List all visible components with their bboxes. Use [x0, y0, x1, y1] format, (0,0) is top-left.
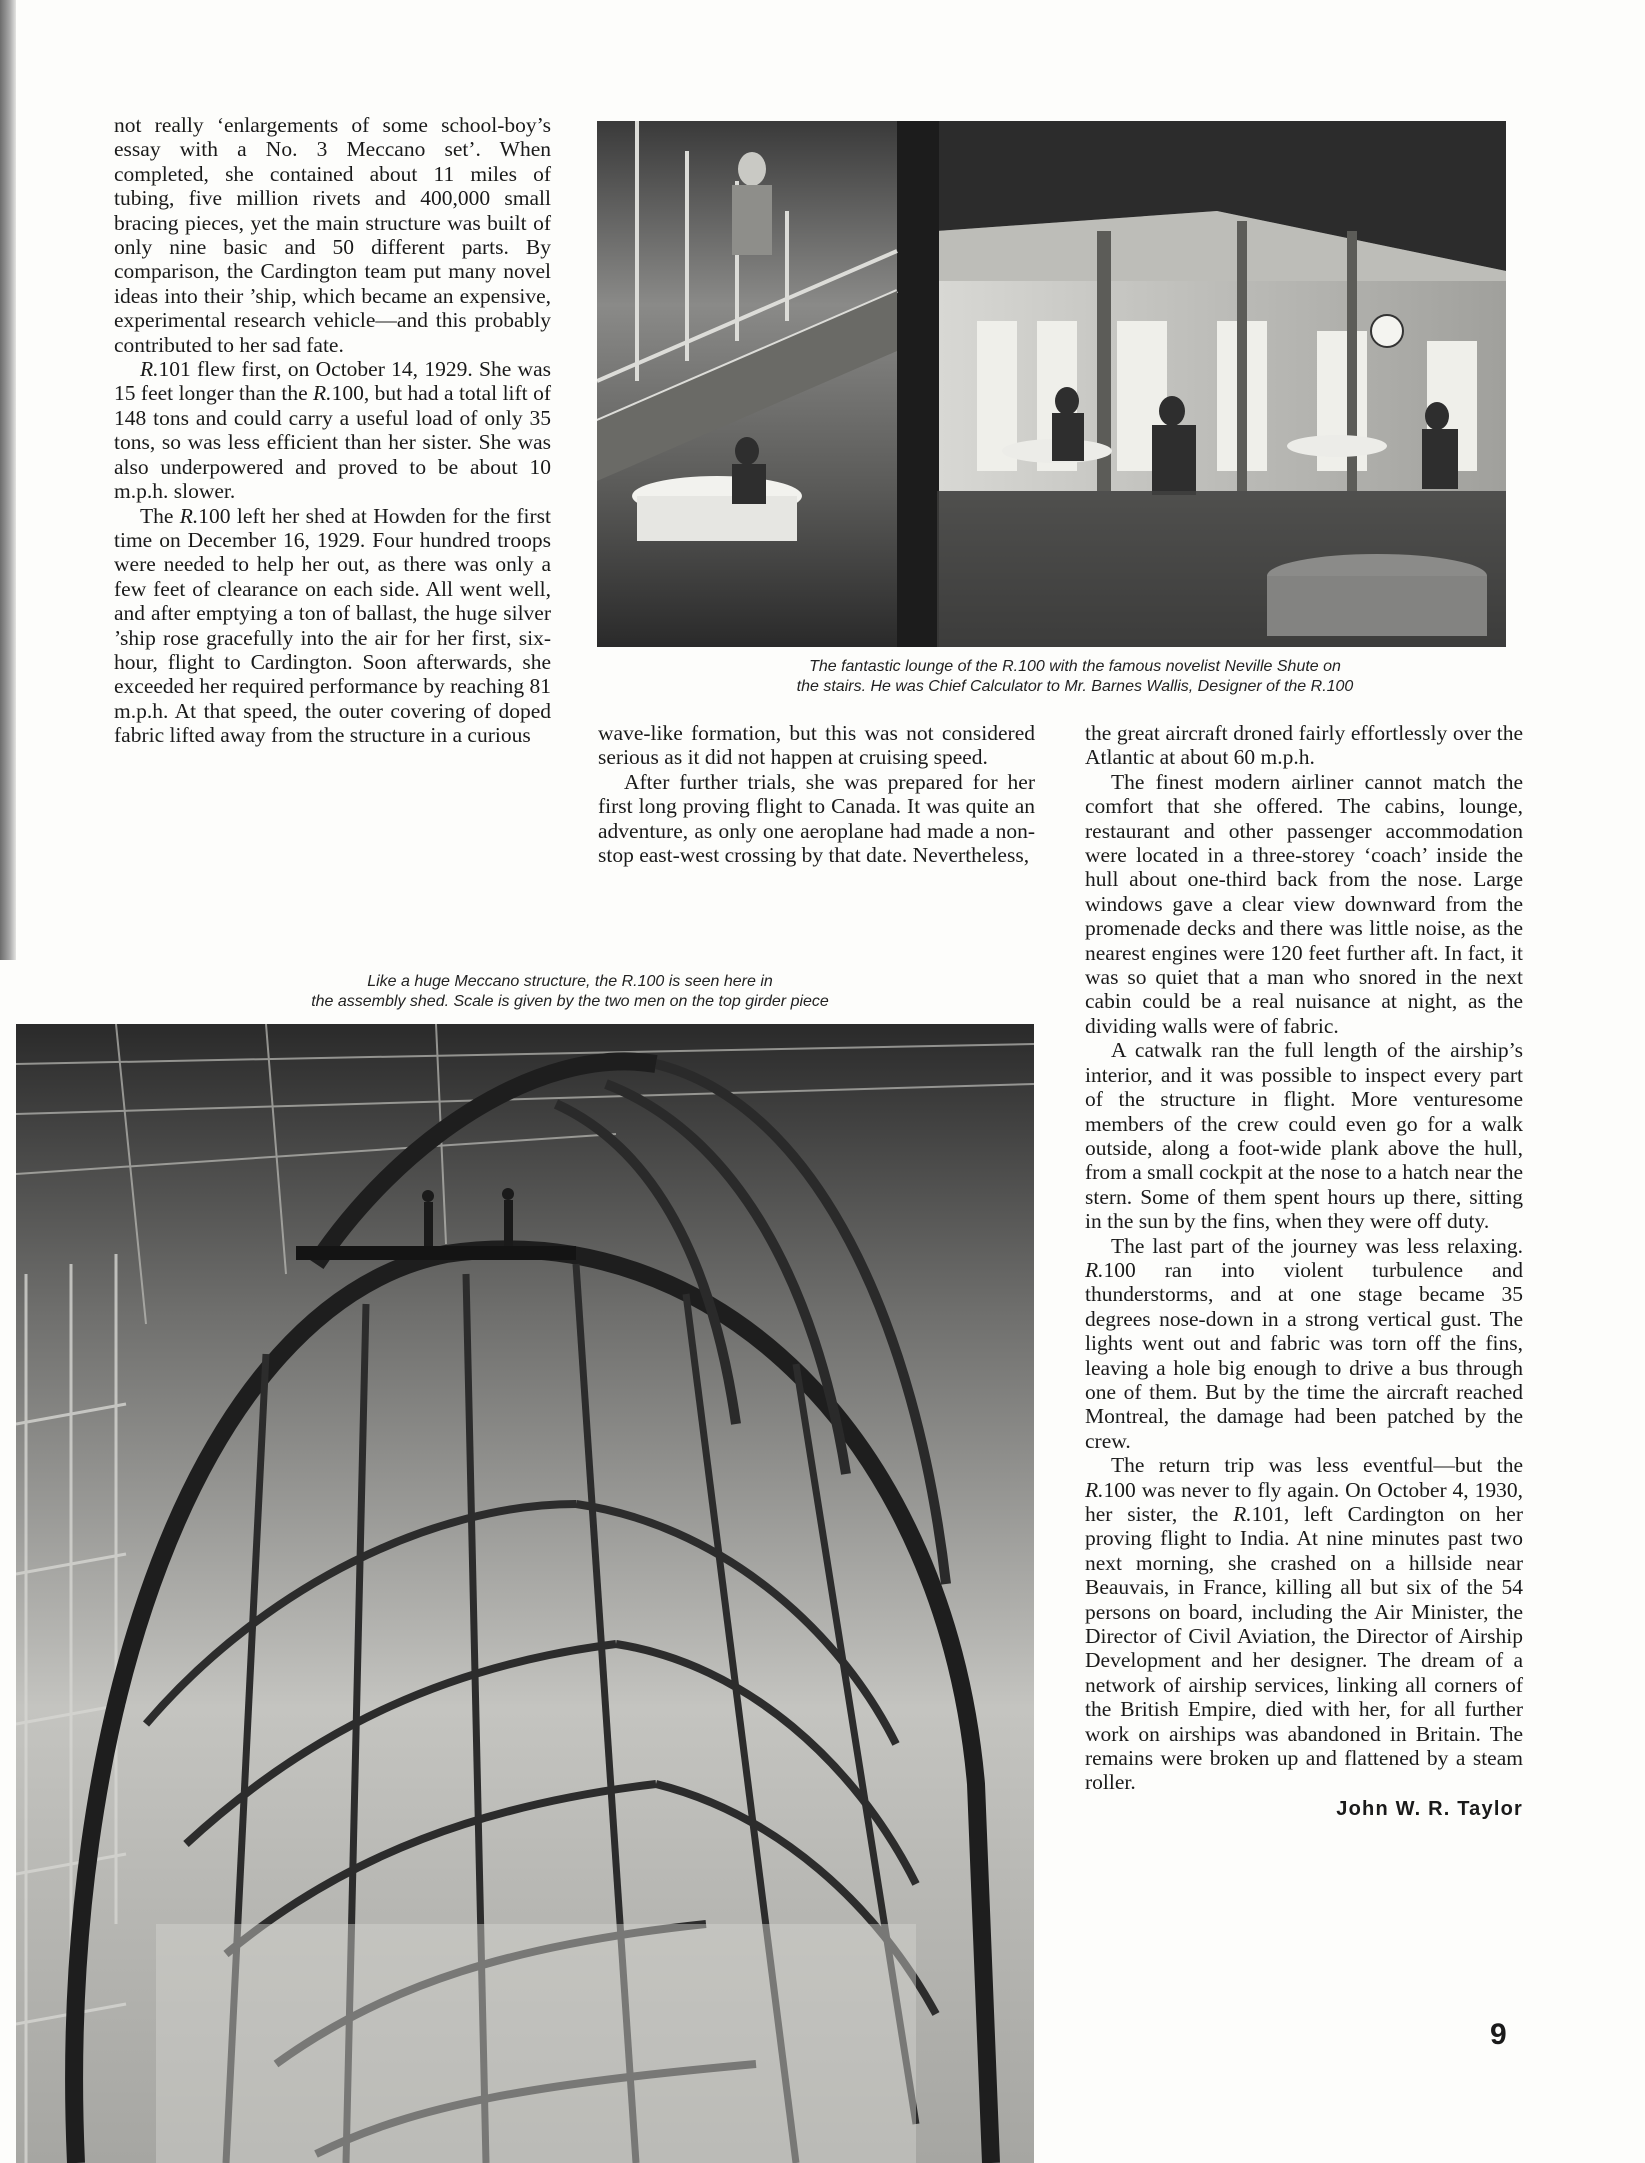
article-column-3: [1085, 721, 1523, 1821]
article-column-1: [114, 113, 551, 748]
assembly-shed-photo: [16, 1024, 1034, 2163]
paragraph: The R.100 left her shed at Howden for the first time on December 16, 1929. Four hundred troops were needed to help her out, as there was only a few feet of clearance on each side. All went well, and after emptying a ton of ballast, the huge silver ’ship rose gracefully into the air for her first, six-hour, flight to Cardington. Soon afterwards, she exceeded her required performance by reaching 81 m.p.h. At that speed, the outer covering of doped fabric lifted away from the structure in a curious: [114, 503, 551, 748]
caption-line: the assembly shed. Scale is given by the two men on the top girder piece: [311, 993, 829, 1010]
lounge-photo: [597, 121, 1506, 647]
paragraph: The last part of the journey was less relaxing. R.100 ran into violent turbulence and thunderstorms, and at one stage became 35 degrees nose-down in a strong vertical gust. The lights went out and fabric was torn off the fins, leaving a hole big enough to drive a bus through one of them. But by the time the aircraft reached Montreal, the damage had been patched by the crew.: [1085, 1233, 1523, 1453]
caption-line: the stairs. He was Chief Calculator to Mr. Barnes Wallis, Designer of the R.100: [796, 678, 1354, 695]
page-number: 9: [1490, 2018, 1507, 2051]
scan-edge-shadow: [0, 0, 16, 960]
caption-line: The fantastic lounge of the R.100 with the famous novelist Neville Shute on: [809, 658, 1341, 675]
author-byline: John W. R. Taylor: [1336, 1797, 1523, 1820]
paragraph: The finest modern airliner cannot match the comfort that she offered. The cabins, lounge, restaurant and other passenger accommodation were located in a three-storey ‘coach’ inside the hull about one-third back from the nose. Large windows gave a clear view downward from the promenade decks and there was little noise, as the nearest engines were 120 feet further aft. In fact, it was so quiet that a man who snored in the next cabin could be a real nuisance at night, as the dividing walls were of fabric.: [1085, 769, 1523, 1038]
paragraph: A catwalk ran the full length of the airship’s interior, and it was possible to inspect every part of the structure in flight. More venturesome members of the crew could even go for a walk outside, along a foot-wide plank above the hull, from a small cockpit at the nose to a hatch near the stern. Some of them spent hours up there, sitting in the sun by the fins, when they were off duty.: [1085, 1038, 1523, 1234]
paragraph: wave-like formation, but this was not considered serious as it did not happen at cruising speed.: [598, 721, 1035, 770]
caption-line: Like a huge Meccano structure, the R.100 is seen here in: [367, 973, 773, 990]
paragraph: R.101 flew first, on October 14, 1929. She was 15 feet longer than the R.100, but had a total lift of 148 tons and could carry a useful load of only 35 tons, so was less efficient than her sister. She was also underpowered and proved to be about 10 m.p.h. slower.: [114, 357, 551, 504]
article-column-2: [598, 721, 1035, 867]
shed-photo-caption: [180, 972, 960, 1012]
assembly-shed-photo-image: [16, 1024, 1034, 2163]
lounge-photo-image: [597, 121, 1506, 647]
paragraph: the great aircraft droned fairly effortlessly over the Atlantic at about 60 m.p.h.: [1085, 721, 1523, 770]
paragraph: The return trip was less eventful—but the R.100 was never to fly again. On October 4, 1930, her sister, the R.101, left Cardington on her proving flight to India. At nine minutes past two next morning, she crashed on a hillside near Beauvais, in France, killing all but six of the 54 persons on board, including the Air Minister, the Director of Civil Aviation, the Director of Airship Development and her designer. The dream of a network of airship services, linking all corners of the British Empire, died with her, for all further work on airships was abandoned in Britain. The remains were broken up and flattened by a steam roller.: [1085, 1453, 1523, 1795]
lounge-photo-caption: [660, 657, 1490, 697]
paragraph: not really ‘enlargements of some school-boy’s essay with a No. 3 Meccano set’. When completed, she contained about 11 miles of tubing, five million rivets and 400,000 small bracing pieces, yet the main structure was built of only nine basic and 50 different parts. By comparison, the Cardington team put many novel ideas into their ’ship, which became an expensive, experimental research vehicle—and this probably contributed to her sad fate.: [114, 113, 551, 357]
paragraph: After further trials, she was prepared for her first long proving flight to Canada. It was quite an adventure, as only one aeroplane had made a non-stop east-west crossing by that date. Nevertheless,: [598, 769, 1035, 868]
